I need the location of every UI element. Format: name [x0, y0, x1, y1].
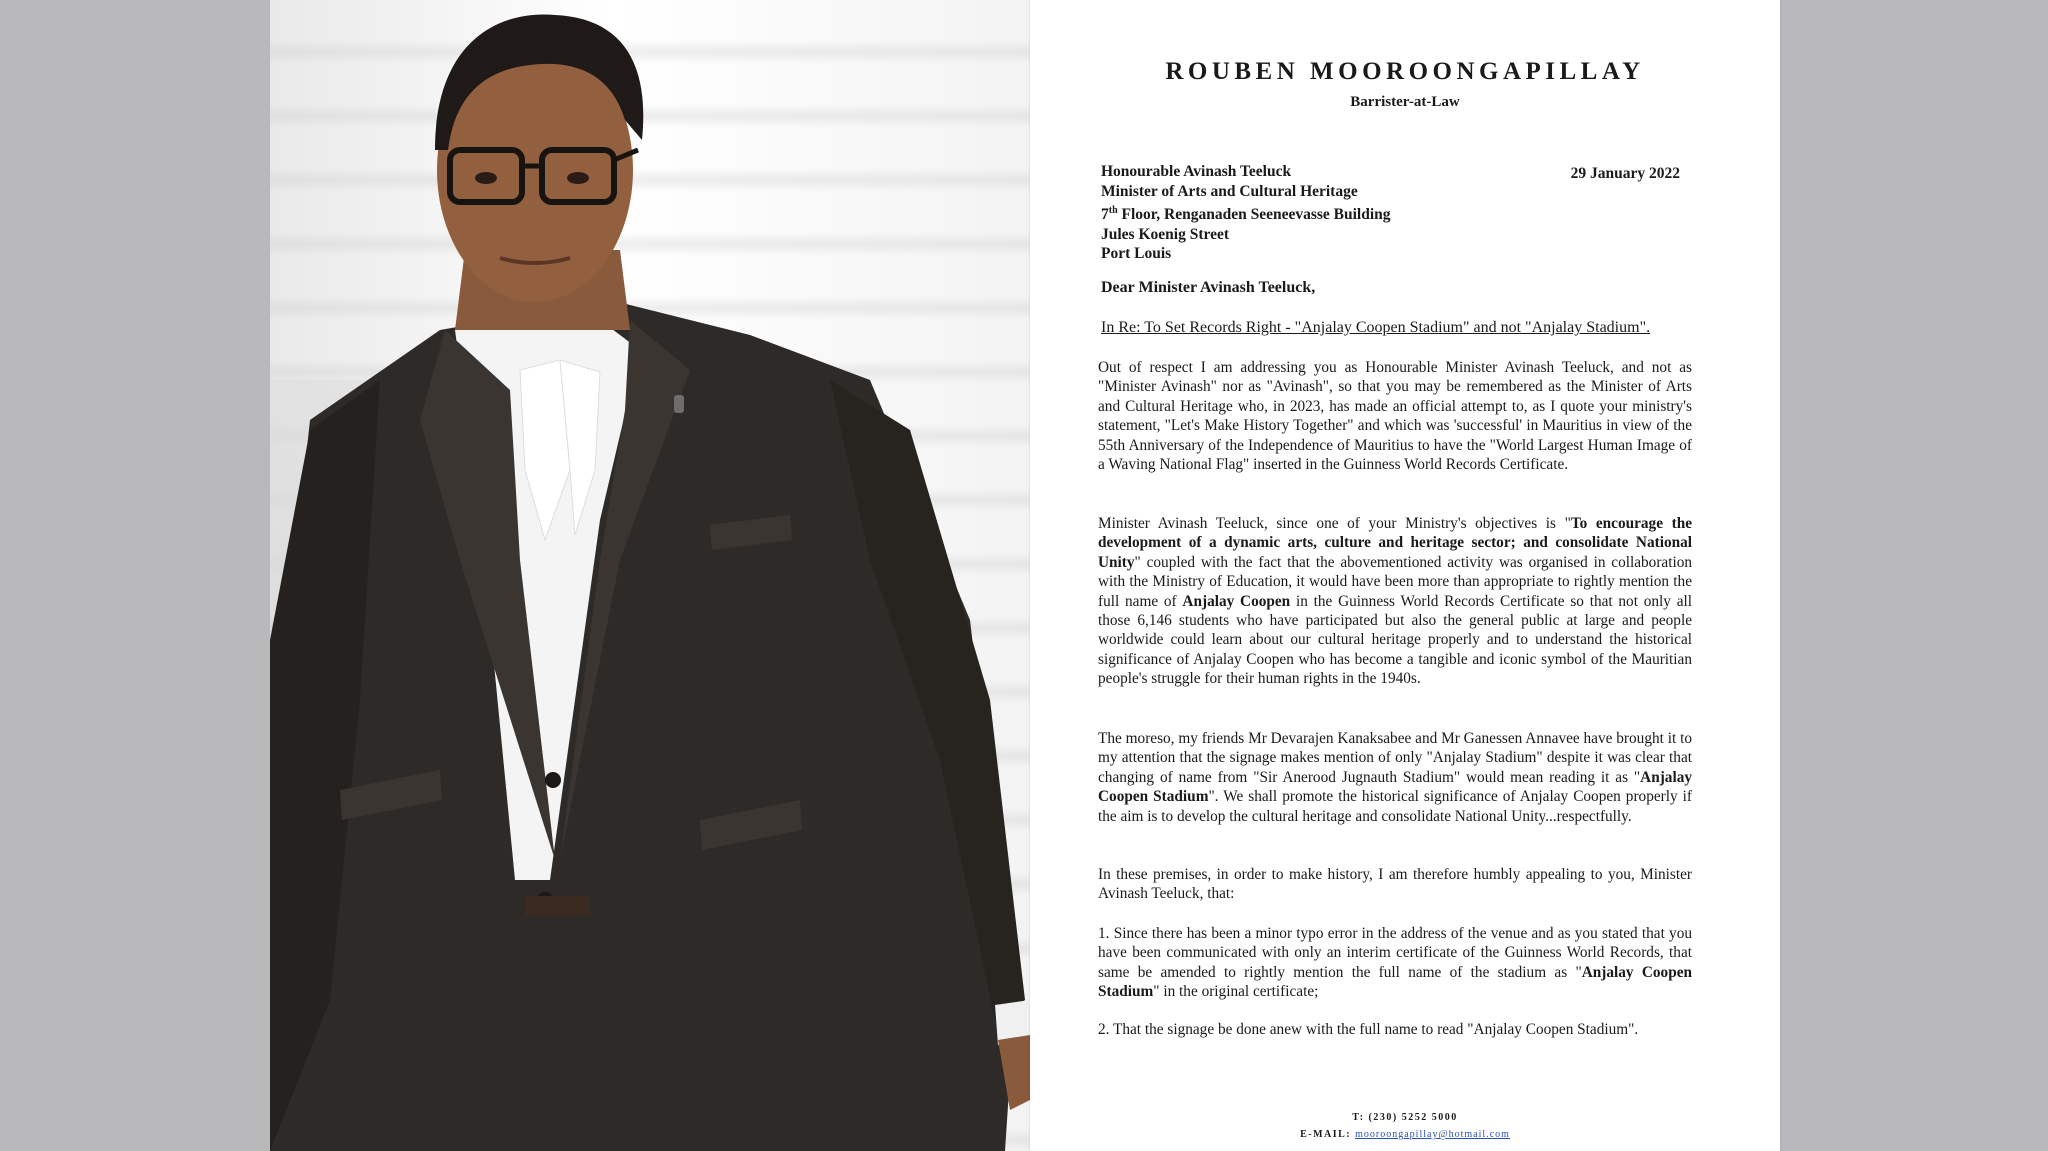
letter-date: 29 January 2022 [1570, 165, 1680, 182]
p3-text-c: ". We shall promote the historical significance of Anjalay Coopen properly if the aim is to develop the cultural heritage and consolidate National Unity...respectfully. [1098, 788, 1692, 825]
paragraph-1: Out of respect I am addressing you as Honourable Minister Avinash Teeluck, and not as "Minister Avinash" nor as "Avinash", so that you may be remembered as the Minister of Arts and Cultural Heritage who, in 2023, has made an official attempt to, as I quote your ministry's statement, "Let's Make History Together" and which was 'successful' in Mauritius in view of the 55th Anniversary of the Independence of Mauritius to have the "World Largest Human Image of a Waving National Flag" inserted in the Guinness World Records Certificate. [1098, 359, 1692, 474]
footer-email-line [1030, 1129, 1780, 1140]
recipient-city: Port Louis [1101, 245, 1172, 263]
letterhead-name: ROUBEN MOOROONGAPILLAY [1165, 58, 1645, 85]
portrait-illustration [270, 0, 1030, 1151]
paragraph-4: In these premises, in order to make history, I am therefore humbly appealing to you, Minister Avinash Teeluck, that: [1098, 866, 1692, 903]
recipient-building [1101, 201, 1391, 225]
building-name: Floor, Renganaden Seeneevasse Building [1117, 206, 1391, 224]
salutation: Dear Minister Avinash Teeluck, [1101, 279, 1316, 296]
recipient-street: Jules Koenig Street [1101, 225, 1230, 243]
email-label: E-MAIL: [1300, 1129, 1356, 1140]
p2-text-a: Minister Avinash Teeluck, since one of your Ministry's objectives is " [1098, 515, 1571, 532]
paragraph-6-request-2: 2. That the signage be done anew with the full name to read "Anjalay Coopen Stadium". [1098, 1021, 1639, 1038]
recipient-position: Minister of Arts and Cultural Heritage [1101, 182, 1358, 200]
floor-number: 7 [1101, 206, 1109, 224]
p5-text-c: " in the original certificate; [1153, 983, 1319, 1001]
recipient-name: Honourable Avinash Teeluck [1101, 163, 1292, 180]
paragraph-2 [1098, 514, 1692, 689]
p3-text-a: The moreso, my friends Mr Devarajen Kanaksabee and Mr Ganessen Annavee have brought it to my attention that the signage makes mention of only "Anjalay Stadium" despite it was clear that changing of name from "Sir Anerood Jugnauth Stadium" would mean reading it as " [1098, 730, 1692, 786]
recipient-address [1101, 162, 1391, 264]
email-link[interactable]: mooroongapillay@hotmail.com [1355, 1129, 1510, 1140]
subject-line: In Re: To Set Records Right - "Anjalay Coopen Stadium" and not "Anjalay Stadium". [1101, 319, 1651, 336]
paragraph-3 [1098, 729, 1692, 826]
p2-ministry-objective: To encourage the development of a dynamic arts, culture and heritage sector; and consolidate National Unity [1098, 515, 1692, 571]
p2-text-e: in the Guinness World Records Certificate so that not only all those 6,146 students who have participated but also the general public at large and people worldwide could learn about our cultural heritage properly and to understand the historical significance of Anjalay Coopen who has become a tangible and iconic symbol of the Mauritian people's struggle for their human rights in the 1940s. [1098, 592, 1692, 688]
p2-anjalay-coopen: Anjalay Coopen [1182, 592, 1291, 610]
letterhead-title: Barrister-at-Law [1350, 94, 1460, 110]
floor-suffix: th [1108, 205, 1118, 216]
p5-text-a: 1. Since there has been a minor typo error in the address of the venue and as you stated that you have been communicated with only an interim certificate of the Guinness World Records, that same be amended to rightly mention the full name of the stadium as " [1098, 925, 1692, 981]
letter-page [1030, 0, 1780, 1151]
p3-stadium-name: Anjalay Coopen Stadium [1098, 768, 1692, 806]
footer-phone: T: (230) 5252 5000 [1352, 1112, 1458, 1123]
barrister-portrait-photo [270, 0, 1030, 1151]
paragraph-5-request-1 [1098, 924, 1692, 1002]
p5-stadium-name: Anjalay Coopen Stadium [1098, 963, 1692, 1001]
p2-text-c: " coupled with the fact that the abovementioned activity was organised in collaboration with the Ministry of Education, it would have been more than appropriate to rightly mention the full name of [1098, 553, 1692, 610]
